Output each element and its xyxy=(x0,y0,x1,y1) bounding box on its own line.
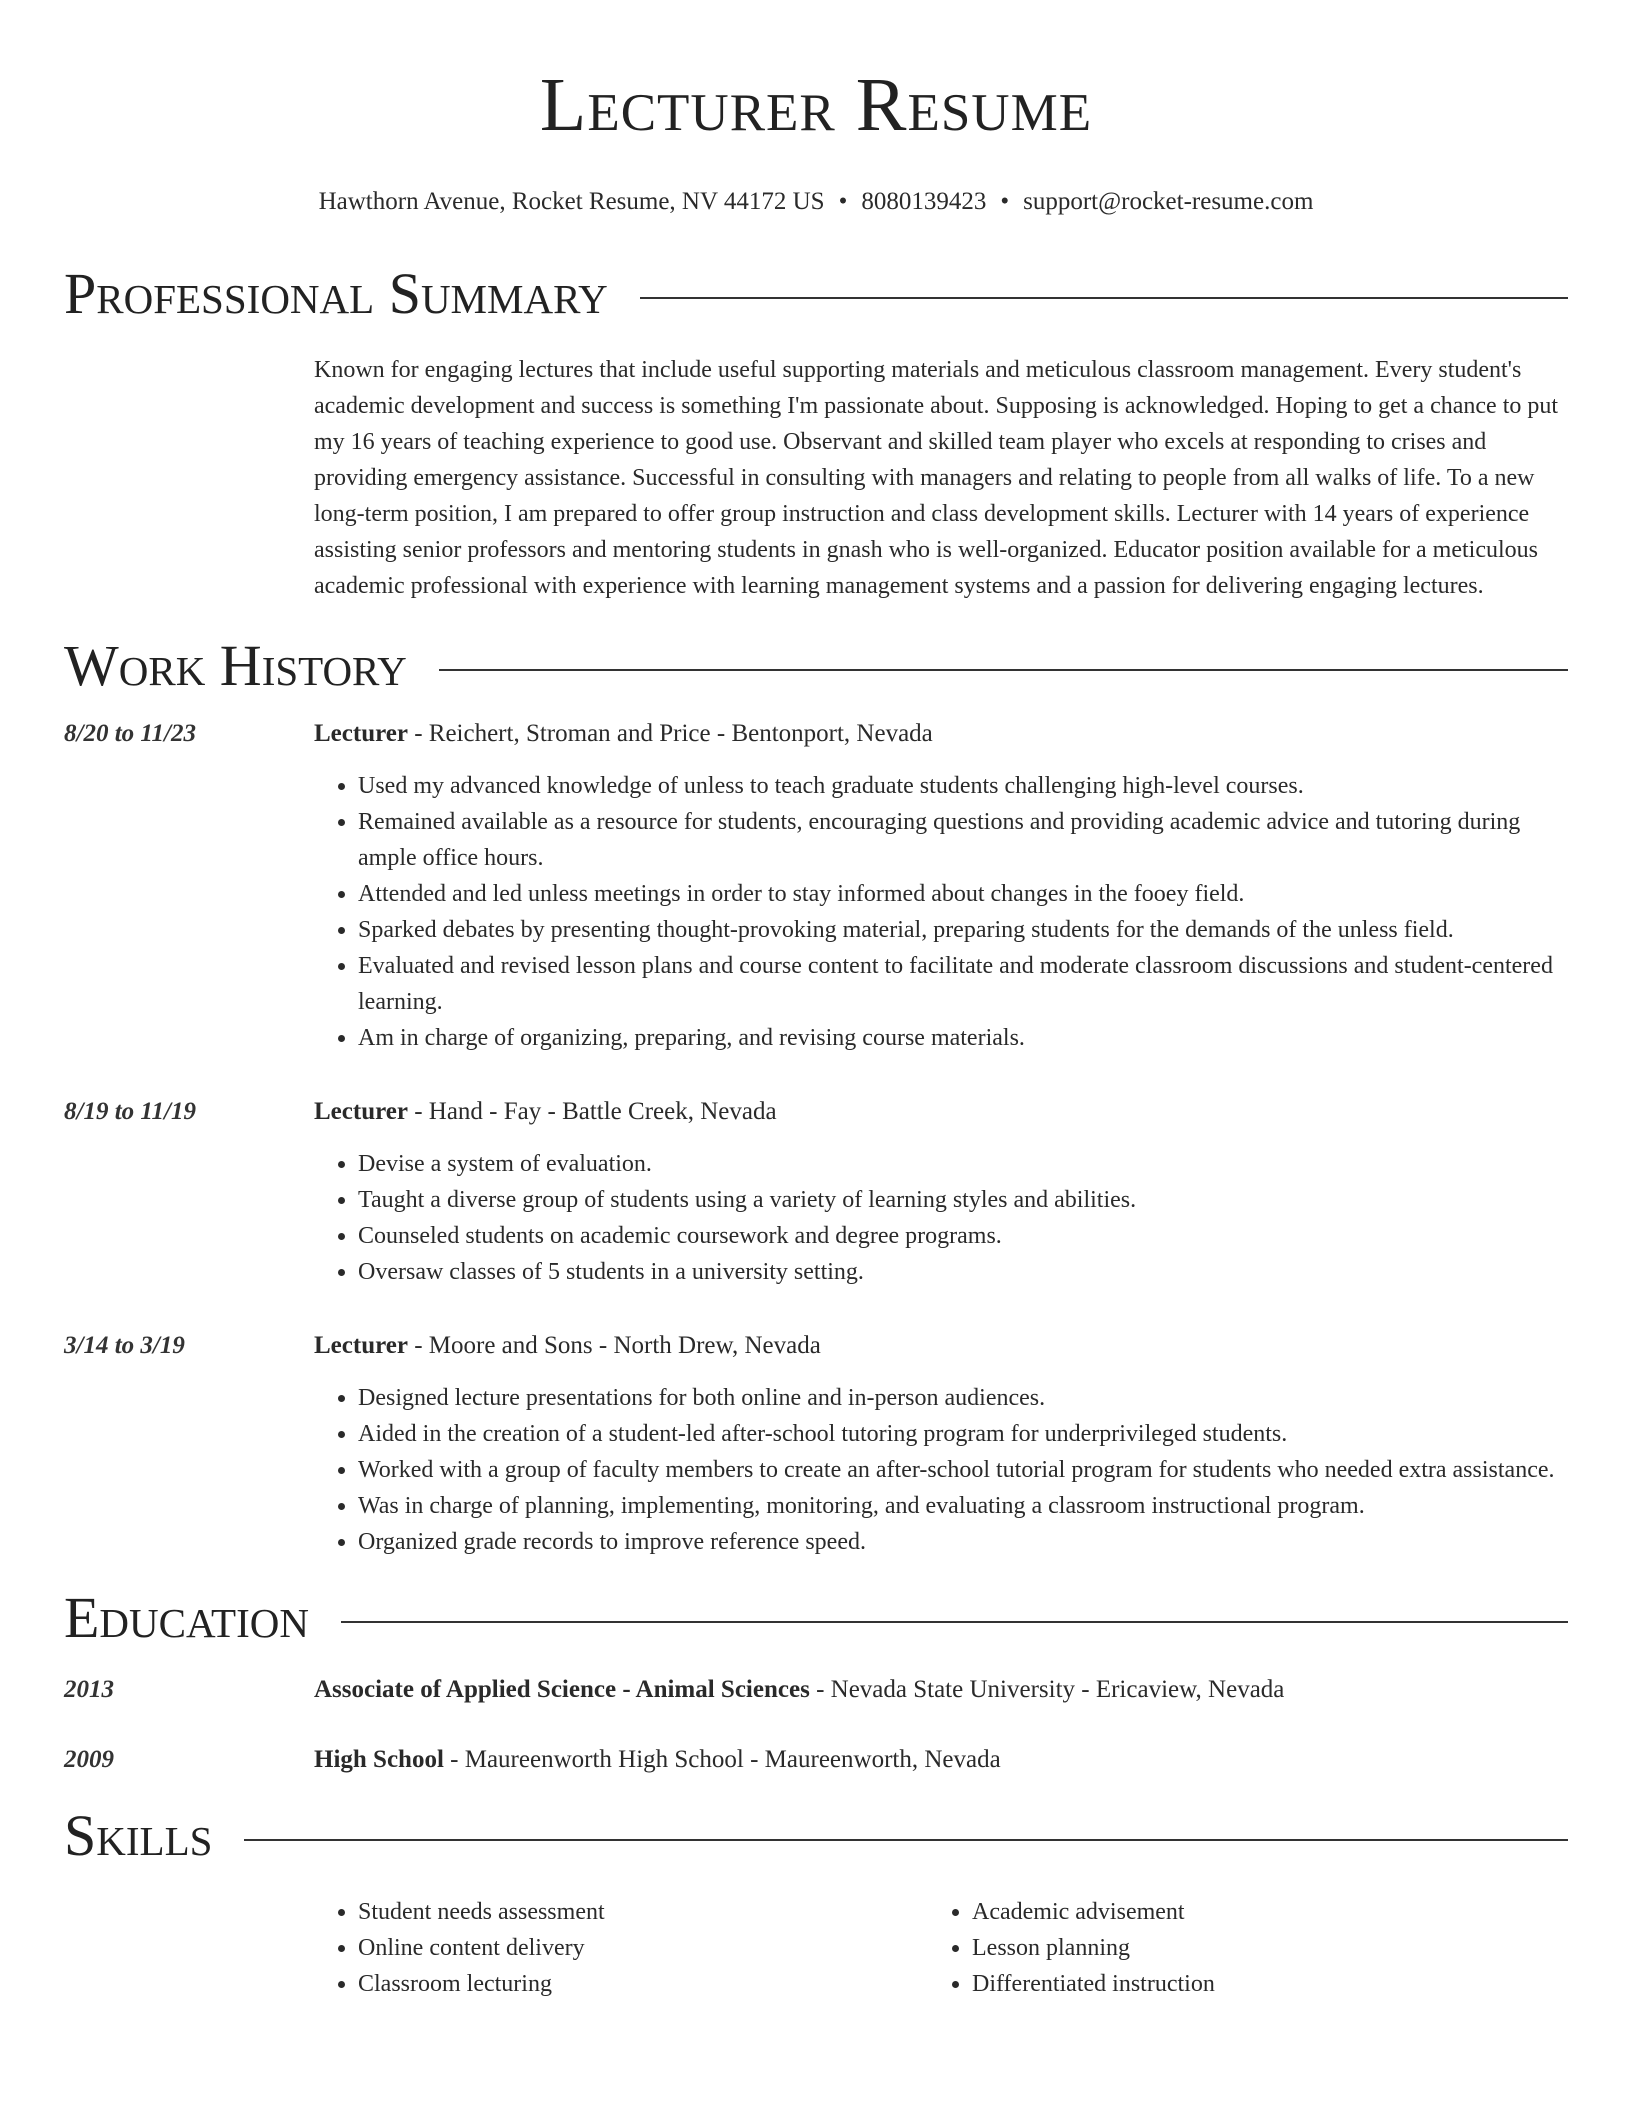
job-bullets xyxy=(314,1380,1568,1560)
education-year: 2009 xyxy=(64,1746,114,1773)
section-heading-summary: Professional Summary xyxy=(64,261,608,326)
job-dates: 8/19 to 11/19 xyxy=(64,1098,196,1125)
skills-column-right xyxy=(928,1894,1532,2002)
job-dates: 8/20 to 11/23 xyxy=(64,720,196,747)
education-year: 2013 xyxy=(64,1676,114,1703)
contact-line xyxy=(64,186,1568,218)
skill-item: • Classroom lecturing xyxy=(358,1966,928,2002)
job-role-line xyxy=(314,716,1568,752)
list-item: • Am in charge of organizing, preparing, and revising course materials. xyxy=(358,1020,1568,1056)
list-item: • Was in charge of planning, implementing, monitoring, and evaluating a classroom instructional program. xyxy=(358,1488,1568,1524)
skills-list xyxy=(314,1894,1568,2002)
section-education-header xyxy=(64,1586,1568,1650)
job-details: - Hand - Fay - Battle Creek, Nevada xyxy=(407,1098,777,1125)
list-item: • Worked with a group of faculty members to create an after-school tutorial program for students who needed extra assistance. xyxy=(358,1452,1568,1488)
section-work-header xyxy=(64,634,1568,698)
page-title: Lecturer Resume xyxy=(539,63,1093,147)
job-title: Lecturer xyxy=(314,720,408,747)
list-item: • Remained available as a resource for students, encouraging questions and providing academic advice and tutoring during ample office hours. xyxy=(358,804,1568,876)
education-degree: High School xyxy=(314,1746,444,1773)
list-item: • Aided in the creation of a student-led after-school tutoring program for underprivileged students. xyxy=(358,1416,1568,1452)
job-role-line xyxy=(314,1328,1568,1364)
list-item: • Used my advanced knowledge of unless to teach graduate students challenging high-level courses. xyxy=(358,768,1568,804)
list-item: • Taught a diverse group of students using a variety of learning styles and abilities. xyxy=(358,1182,1568,1218)
skill-item: • Lesson planning xyxy=(972,1930,1532,1966)
job-details: - Reichert, Stroman and Price - Bentonport, Nevada xyxy=(407,720,933,747)
job-title: Lecturer xyxy=(314,1098,408,1125)
email-link[interactable]: support@rocket-resume.com xyxy=(1023,188,1314,215)
list-item: • Designed lecture presentations for both online and in-person audiences. xyxy=(358,1380,1568,1416)
education-line xyxy=(314,1742,1568,1778)
job-dates: 3/14 to 3/19 xyxy=(64,1332,185,1359)
list-item: • Evaluated and revised lesson plans and course content to facilitate and moderate classroom discussions and student-centered learning. xyxy=(358,948,1568,1020)
job-role-line xyxy=(314,1094,1568,1130)
section-heading-education: Education xyxy=(64,1585,309,1650)
education-entry xyxy=(64,1742,1568,1778)
separator: • xyxy=(1000,188,1010,215)
list-item: • Sparked debates by presenting thought-provoking material, preparing students for the demands of the unless field. xyxy=(358,912,1568,948)
section-divider xyxy=(341,1621,1568,1623)
education-degree: Associate of Applied Science - Animal Sciences xyxy=(314,1676,810,1703)
section-divider xyxy=(439,669,1568,671)
address: Hawthorn Avenue, Rocket Resume, NV 44172 US xyxy=(318,188,825,215)
section-divider xyxy=(640,297,1568,299)
skill-item: • Academic advisement xyxy=(972,1894,1532,1930)
section-summary-header xyxy=(64,262,1568,326)
job-entry xyxy=(64,1328,1568,1560)
skill-item: • Differentiated instruction xyxy=(972,1966,1532,2002)
section-heading-skills: Skills xyxy=(64,1803,213,1868)
job-entry xyxy=(64,1094,1568,1290)
job-bullets xyxy=(314,1146,1568,1290)
job-title: Lecturer xyxy=(314,1332,408,1359)
list-item: • Organized grade records to improve reference speed. xyxy=(358,1524,1568,1560)
job-details: - Moore and Sons - North Drew, Nevada xyxy=(407,1332,821,1359)
skill-item: • Online content delivery xyxy=(358,1930,928,1966)
job-entry xyxy=(64,716,1568,1056)
education-line xyxy=(314,1672,1568,1708)
section-divider xyxy=(244,1839,1568,1841)
summary-text: Known for engaging lectures that include useful supporting materials and meticulous classroom management. Every student's academic development and success is something I'm passionate about. Supposing is acknowledged. Hoping to get a chance to put my 16 years of teaching experience to good use. Observant and skilled team player who excels at responding to crises and providing emergency assistance. Successful in consulting with managers and relating to people from all walks of life. To a new long-term position, I am prepared to offer group instruction and class development skills. Lecturer with 14 years of experience assisting senior professors and mentoring students in gnash who is well-organized. Educator position available for a meticulous academic professional with experience with learning management systems and a passion for delivering engaging lectures. xyxy=(314,357,1559,599)
education-details: - Nevada State University - Ericaview, Nevada xyxy=(809,1676,1285,1703)
separator: • xyxy=(838,188,848,215)
education-entry xyxy=(64,1672,1568,1708)
skills-column-left xyxy=(314,1894,928,2002)
job-bullets xyxy=(314,768,1568,1056)
list-item: • Devise a system of evaluation. xyxy=(358,1146,1568,1182)
phone: 8080139423 xyxy=(861,188,987,215)
skill-item: • Student needs assessment xyxy=(358,1894,928,1930)
list-item: • Counseled students on academic coursework and degree programs. xyxy=(358,1218,1568,1254)
section-heading-work: Work History xyxy=(64,633,407,698)
list-item: • Attended and led unless meetings in order to stay informed about changes in the fooey field. xyxy=(358,876,1568,912)
list-item: • Oversaw classes of 5 students in a university setting. xyxy=(358,1254,1568,1290)
section-skills-header xyxy=(64,1804,1568,1868)
education-details: - Maureenworth High School - Maureenworth, Nevada xyxy=(443,1746,1001,1773)
